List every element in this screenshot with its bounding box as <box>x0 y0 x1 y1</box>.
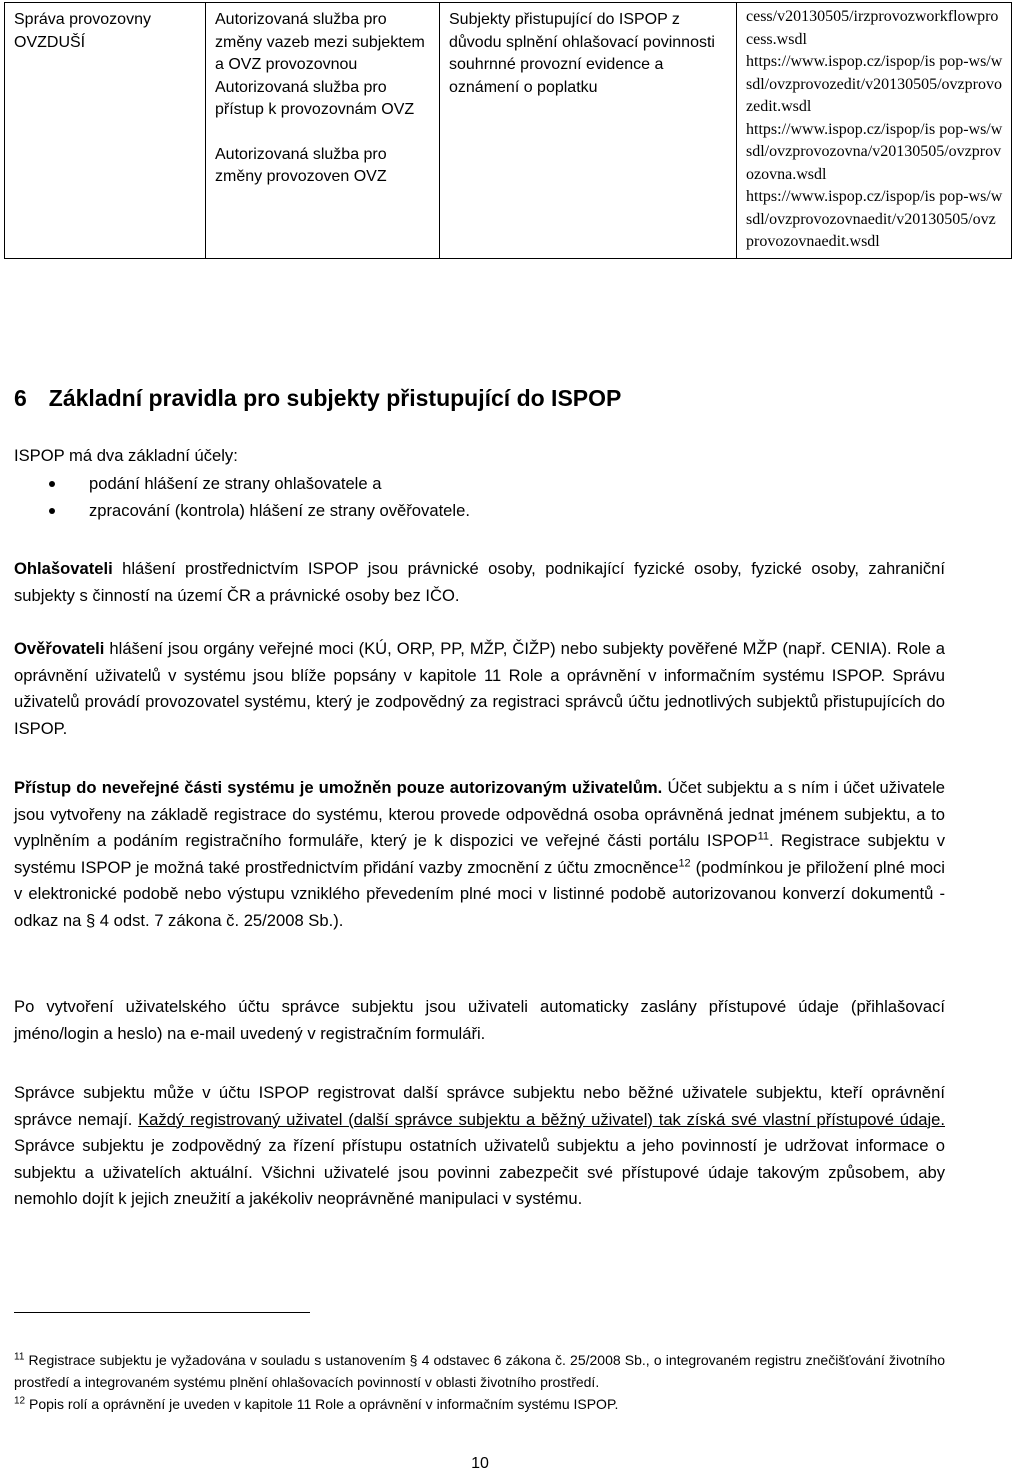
section-heading <box>14 385 621 412</box>
service-item: Autorizovaná služba pro přístup k provozovnám OVZ <box>215 78 415 118</box>
footnote-divider <box>14 1312 310 1313</box>
footnote: $^{11}$ Registrace subjektu je vyžadována v souladu s ustanovením § 4 odstavec 6 zákona č. 25/2008 Sb., o integrovaném registru znečišťování životního prostředí a integrovaném systému plnění ohlašovacích povinností v oblasti životního prostředí. <box>14 1351 945 1390</box>
section-number: 6 <box>14 385 27 411</box>
table-row <box>5 3 1012 259</box>
term-reporters: Ohlašovateli <box>14 559 113 578</box>
intro-block <box>14 443 945 524</box>
area-label: Správa provozovny OVZDUŠÍ <box>14 11 151 51</box>
footnote: $^{12}$ Popis rolí a oprávnění je uveden v kapitole 11 Role a oprávnění v informačním systému ISPOP. <box>14 1395 619 1412</box>
paragraph-reporters: Ohlašovateli hlášení prostřednictvím ISPOP jsou právnické osoby, podnikající fyzické osoby, fyzické osoby, zahraniční subjekty s činností na území ČR a právnické osoby bez IČO. <box>14 559 945 605</box>
footnote-ref[interactable]: 12 <box>678 856 691 869</box>
service-item: Autorizovaná služba pro změny vazeb mezi subjektem a OVZ provozovnou <box>215 11 425 73</box>
wsdl-url[interactable]: https://www.ispop.cz/ispop/is pop-ws/wsdl/ovzprovozedit/v20130505/ovzprovozedit.wsdl <box>746 53 1003 115</box>
service-item: Autorizovaná služba pro změny provozoven OVZ <box>215 145 387 185</box>
footnote-ref[interactable]: 11 <box>757 830 769 843</box>
table-cell-services <box>206 3 440 259</box>
table-cell-subjects <box>440 3 737 259</box>
access-statement: Přístup do neveřejné části systému je umožněn pouze autorizovaným uživatelům. <box>14 778 663 797</box>
paragraph-access: Přístup do neveřejné části systému je umožněn pouze autorizovaným uživatelům. Účet subjektu a s ním i účet uživatele jsou vytvořeny na základě registrace do systému, kterou provede odpovědná osoba oprávněná jednat jménem subjektu, a to vyplněním a podáním registračního formuláře, který je k dispozici ve veřejné části portálu ISPOP$^{11}$. Registrace subjektu v systému ISPOP je možná také prostřednictvím přidání vazby zmocnění z účtu zmocněnce$^{12}$ (podmínkou je přiložení plné moci v elektronické podobě nebo výstupu vzniklého převedením plné moci v listinné podobě autorizovanou konverzí dokumentů - odkaz na § 4 odst. 7 zákona č. 25/2008 Sb.). <box>14 778 945 930</box>
paragraph-admin: Správce subjektu může v účtu ISPOP registrovat další správce subjektu nebo běžné uživatele subjektu, kteří oprávnění správce nemají. Každý registrovaný uživatel (další správce subjektu a běžný uživatel) tak získá své vlastní přístupové údaje. Správce subjektu je zodpovědný za řízení přístupu ostatních uživatelů subjektu a jeho povinností je udržovat informace o subjektu a uživatelích aktuální. Všichni uživatelé jsou povinni zabezpečit své přístupové údaje takovým způsobem, aby nemohlo dojít k jejich zneužití a jakékoliv neoprávněné manipulaci v systému. <box>14 1083 945 1208</box>
table-cell-area <box>5 3 206 259</box>
purpose-list <box>14 470 945 524</box>
wsdl-url[interactable]: https://www.ispop.cz/ispop/is pop-ws/wsdl/ovzprovozovna/v20130505/ovzprovozovna.wsdl <box>746 120 1003 183</box>
subjects-text: Subjekty přistupující do ISPOP z důvodu splnění ohlašovací povinnosti souhrnné provozní evidence a oznámení o poplatku <box>449 11 715 96</box>
wsdl-url[interactable]: https://www.ispop.cz/ispop/is pop-ws/wsdl/ovzprovozovnaedit/v20130505/ovzprovozovnaedit.wsdl <box>746 188 1003 250</box>
bullet-icon <box>49 481 55 487</box>
paragraph-verifiers: Ověřovateli hlášení jsou orgány veřejné moci (KÚ, ORP, PP, MŽP, ČIŽP) nebo subjekty pověřené MŽP (např. CENIA). Role a oprávnění uživatelů v systému jsou blíže popsány v kapitole 11 Role a oprávnění v informačním systému ISPOP. Správu uživatelů provádí provozovatel systému, který je zodpovědný za registraci správců účtu jednotlivých subjektů přistupujících do ISPOP. <box>14 639 945 738</box>
term-verifiers: Ověřovateli <box>14 639 105 658</box>
footnotes <box>14 1349 945 1415</box>
section-title: Základní pravidla pro subjekty přistupující do ISPOP <box>48 385 622 411</box>
list-item: podání hlášení ze strany ohlašovatele a <box>14 470 945 497</box>
page-number: 10 <box>471 1455 489 1472</box>
services-table <box>4 2 1012 259</box>
intro-text: ISPOP má dva základní účely: <box>14 446 238 465</box>
underlined-statement: Každý registrovaný uživatel (další správce subjektu a běžný uživatel) tak získá své vlastní přístupové údaje. <box>138 1109 945 1129</box>
table-cell-urls <box>737 3 1012 259</box>
wsdl-url[interactable]: cess/v20130505/irzprovozworkflowprocess.wsdl <box>746 8 999 48</box>
paragraph-credentials: Po vytvoření uživatelského účtu správce subjektu jsou uživateli automaticky zaslány přístupové údaje (přihlašovací jméno/login a heslo) na e-mail uvedený v registračním formuláři. <box>14 997 945 1043</box>
bullet-icon <box>49 508 55 514</box>
list-item: zpracování (kontrola) hlášení ze strany ověřovatele. <box>14 497 945 524</box>
